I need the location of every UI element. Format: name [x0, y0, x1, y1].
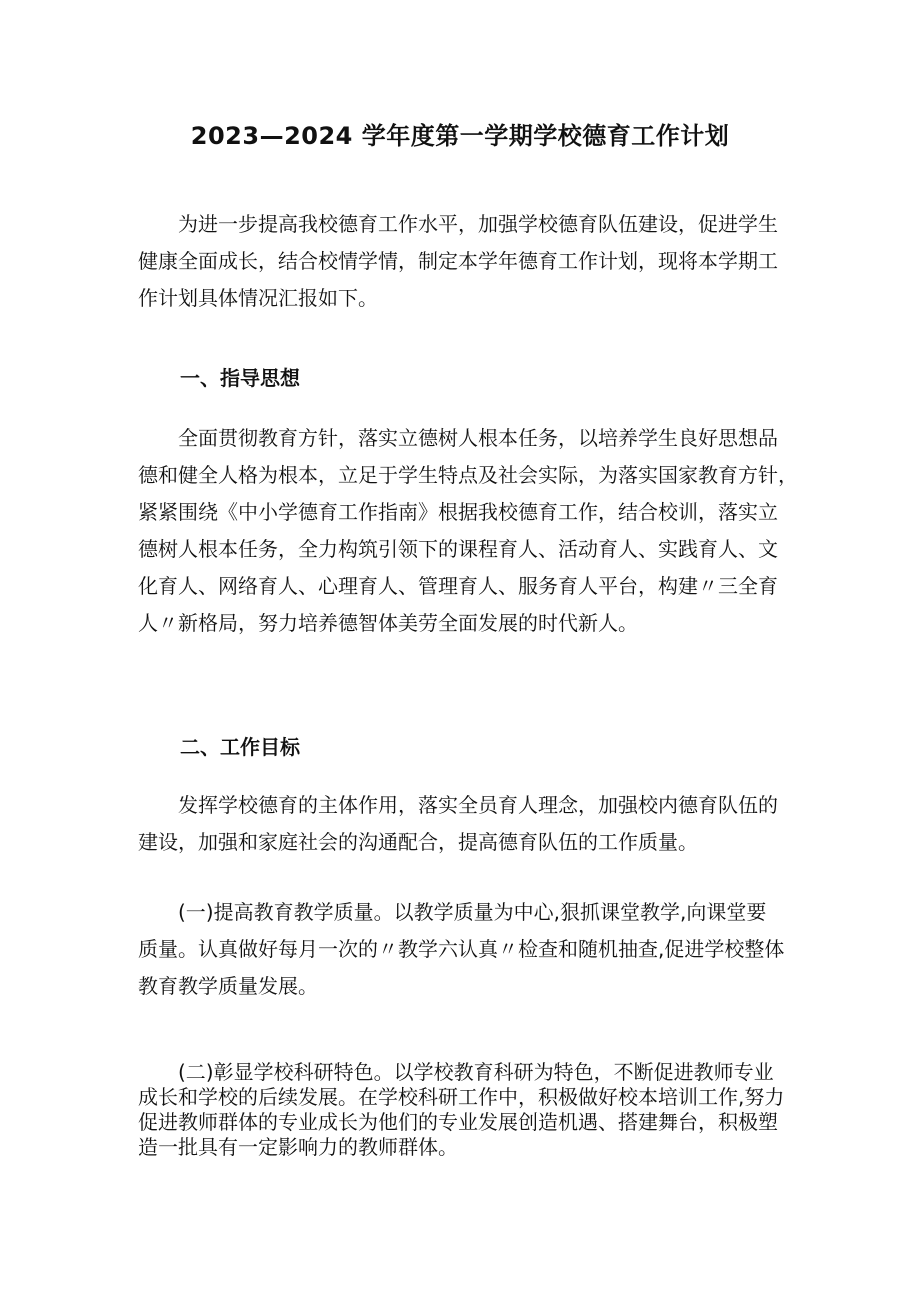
- section-1-line-3: 紧紧围绕《中小学德育工作指南》根据我校德育工作，结合校训，落实立: [138, 500, 778, 524]
- intro-line-2: 健康全面成长，结合校情学情，制定本学年德育工作计划，现将本学期工: [138, 249, 778, 273]
- section-2-item-1-line-1: (一)提高教育教学质量。以教学质量为中心,狠抓课堂教学,向课堂要: [178, 900, 767, 924]
- section-2-item-2-line-4: 造一批具有一定影响力的教师群体。: [138, 1135, 458, 1159]
- section-2-line-1: 发挥学校德育的主体作用，落实全员育人理念，加强校内德育队伍的: [178, 793, 778, 817]
- section-2-item-2-line-1: (二)彰显学校科研特色。以学校教育科研为特色，不断促进教师专业: [178, 1060, 774, 1084]
- section-2-item-1: [138, 894, 788, 1005]
- section-1-paragraph: [138, 420, 798, 642]
- intro-line-1: 为进一步提高我校德育工作水平，加强学校德育队伍建设，促进学生: [178, 212, 778, 236]
- section-2-item-2: [138, 1060, 788, 1160]
- section-1-heading: 一、指导思想: [180, 366, 300, 390]
- section-1-line-6: 人〃新格局，努力培养德智体美劳全面发展的时代新人。: [138, 611, 638, 635]
- section-1-line-5: 化育人、网络育人、心理育人、管理育人、服务育人平台，构建〃三全育: [138, 574, 778, 598]
- intro-paragraph: [138, 206, 788, 317]
- section-1-line-1: 全面贯彻教育方针，落实立德树人根本任务，以培养学生良好思想品: [178, 426, 778, 450]
- section-2-line-2: 建设，加强和家庭社会的沟通配合，提高德育队伍的工作质量。: [138, 830, 698, 854]
- section-1-line-4: 德树人根本任务，全力构筑引领下的课程育人、活动育人、实践育人、文: [138, 537, 778, 561]
- document-title: 2023—2024 学年度第一学期学校德育工作计划: [190, 122, 730, 150]
- section-2-item-1-line-2: 质量。认真做好每月一次的〃教学六认真〃检查和随机抽查,促进学校整体: [138, 937, 785, 961]
- section-2-item-2-line-3: 促进教师群体的专业成长为他们的专业发展创造机遇、搭建舞台，积极塑: [138, 1110, 778, 1134]
- section-1-line-2: 德和健全人格为根本，立足于学生特点及社会实际，为落实国家教育方针，: [138, 463, 798, 487]
- section-2-item-1-line-3: 教育教学质量发展。: [138, 974, 318, 998]
- section-2-item-2-line-2: 成长和学校的后续发展。在学校科研工作中，积极做好校本培训工作,努力: [138, 1085, 785, 1109]
- section-2-paragraph: [138, 787, 788, 861]
- section-2-heading: 二、工作目标: [180, 735, 300, 759]
- intro-line-3: 作计划具体情况汇报如下。: [138, 286, 378, 310]
